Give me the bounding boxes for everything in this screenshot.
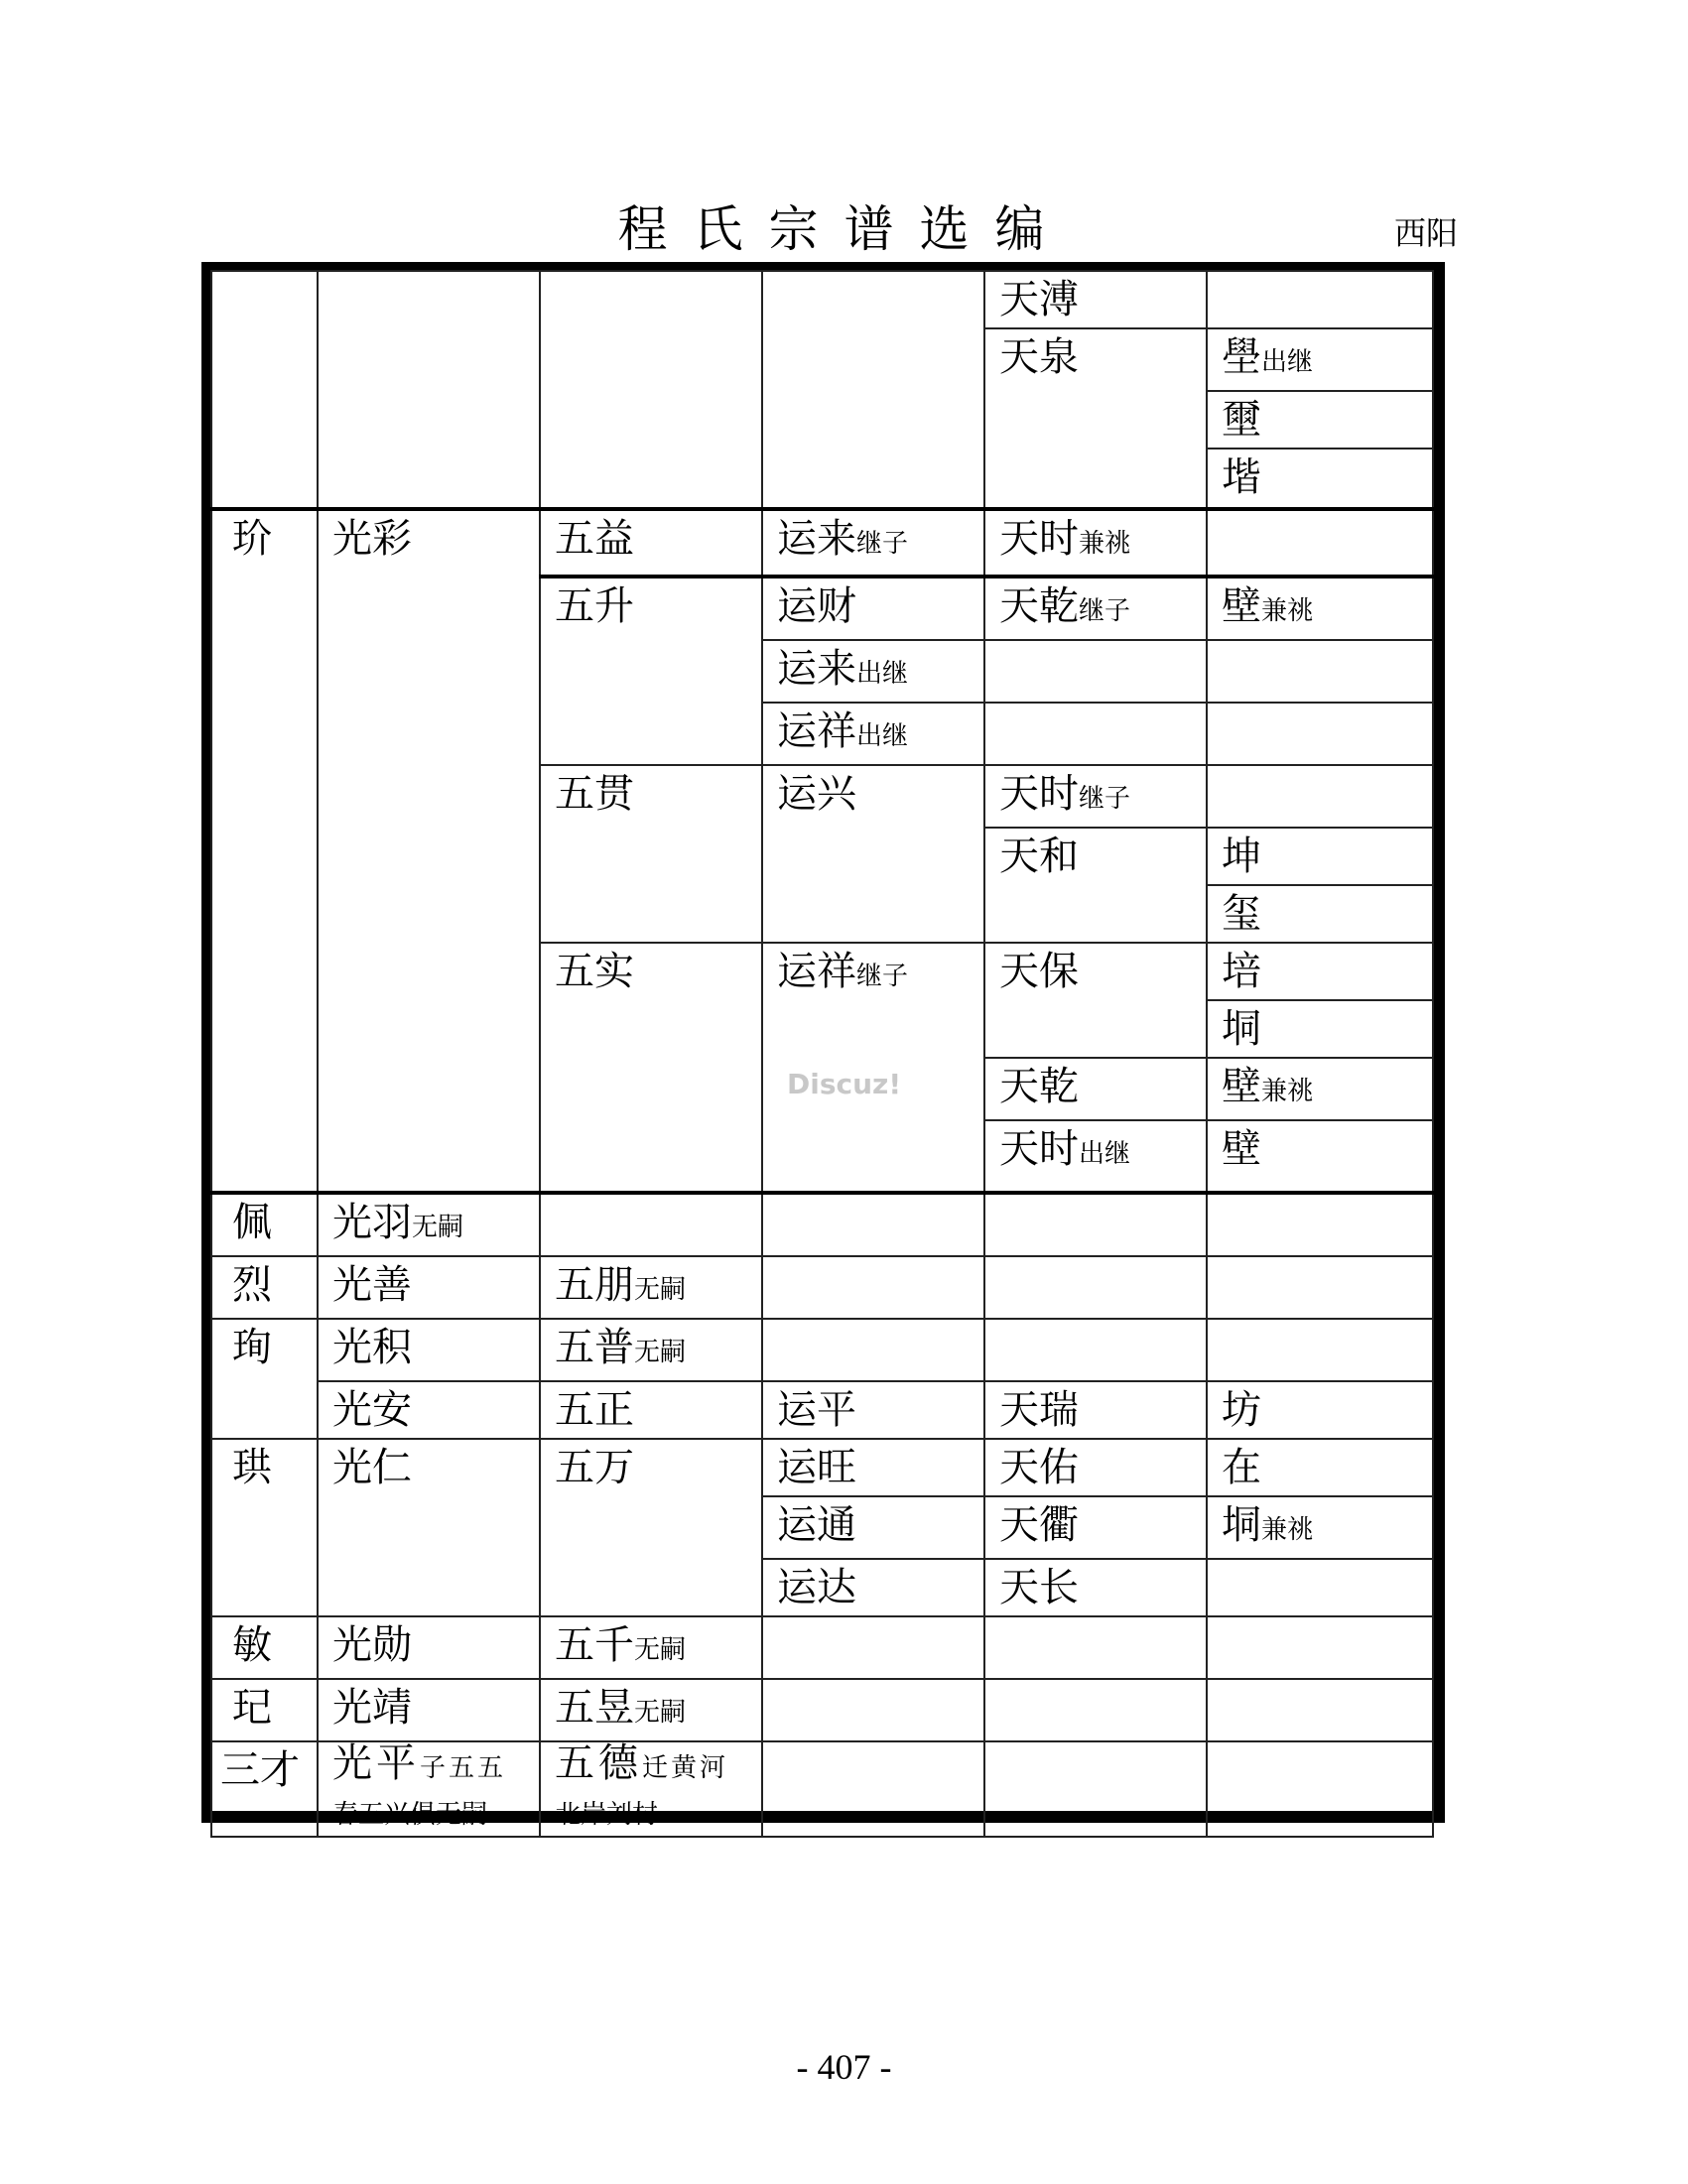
- cell: [318, 1193, 540, 1256]
- name-text: 运达: [777, 1565, 856, 1610]
- cell: [762, 1741, 984, 1837]
- name-text: 天乾: [999, 1064, 1079, 1109]
- cell: [984, 1319, 1207, 1381]
- cell: [1207, 828, 1433, 885]
- cell: [1207, 885, 1433, 943]
- cell: [1207, 1256, 1433, 1319]
- name-text: 天乾: [999, 583, 1079, 629]
- cell: [540, 943, 762, 1193]
- cell: [540, 1679, 762, 1741]
- cell: [1207, 391, 1433, 449]
- table-row: [211, 1679, 1433, 1741]
- name-text: 天长: [999, 1565, 1079, 1610]
- cell: [984, 1559, 1207, 1616]
- corner-label: 西阳: [1394, 214, 1459, 252]
- page-title: 程氏宗谱选编: [617, 200, 1071, 258]
- cell: [1207, 577, 1433, 640]
- cell: [1207, 1120, 1433, 1193]
- cell: [1207, 509, 1433, 577]
- name-text: 运平: [777, 1387, 856, 1433]
- cell: [984, 1679, 1207, 1741]
- cell: [1207, 1193, 1433, 1256]
- name-text: 三才: [220, 1747, 300, 1793]
- cell: [1207, 1439, 1433, 1496]
- name-text: 五实: [555, 949, 634, 994]
- cell: [1207, 703, 1433, 765]
- name-text: 堦: [1222, 454, 1261, 500]
- name-text: 天佑: [999, 1445, 1079, 1490]
- cell: [984, 1193, 1207, 1256]
- name-text: 五昱: [555, 1685, 634, 1731]
- cell: [984, 765, 1207, 828]
- name-text: 光安: [332, 1387, 412, 1433]
- name-text: 五千: [555, 1622, 634, 1668]
- name-text: 光善: [332, 1262, 412, 1308]
- page-number: - 407 -: [796, 2047, 892, 2087]
- cell: [984, 1616, 1207, 1679]
- name-text: 玘: [232, 1685, 272, 1731]
- cell: [762, 1256, 984, 1319]
- table-row: [211, 1616, 1433, 1679]
- cell: [540, 509, 762, 577]
- note-text: 子五五: [420, 1753, 507, 1783]
- cell: [984, 943, 1207, 1058]
- cell: [762, 765, 984, 943]
- note-text: 出继: [856, 659, 909, 689]
- name-text: 天时: [999, 516, 1079, 562]
- note-text: 出继: [1079, 1139, 1131, 1169]
- table-row: [211, 509, 1433, 577]
- name-text: 壐: [1222, 397, 1261, 443]
- cell: [318, 509, 540, 1193]
- cell: [1207, 1381, 1433, 1439]
- name-text: 运来: [777, 516, 856, 562]
- name-text: 烈: [232, 1262, 272, 1308]
- cell: [318, 1679, 540, 1741]
- cell: [762, 1496, 984, 1559]
- cell: [211, 1256, 318, 1319]
- table-row: [211, 1319, 1433, 1381]
- name-text: 玠: [232, 516, 272, 562]
- cell: [984, 1381, 1207, 1439]
- name-text: 五升: [555, 583, 634, 629]
- note-text: 出继: [856, 721, 909, 751]
- note-text: 春五兴俱无嗣: [332, 1800, 488, 1830]
- note-text: 无嗣: [412, 1213, 464, 1242]
- cell: [211, 1679, 318, 1741]
- cell: [211, 1741, 318, 1837]
- cell: [1207, 1000, 1433, 1058]
- note-text: 兼祧: [1261, 1515, 1314, 1545]
- cell: [318, 1616, 540, 1679]
- name-text: 五朋: [555, 1262, 634, 1308]
- table-row: [211, 271, 1433, 328]
- cell: [211, 1439, 318, 1616]
- name-text: 光靖: [332, 1685, 412, 1731]
- cell: [540, 271, 762, 509]
- name-text: 壆: [1222, 334, 1261, 380]
- name-text: 光彩: [332, 516, 412, 562]
- table-row: [211, 1381, 1433, 1439]
- note-text: 继子: [1079, 596, 1131, 626]
- cell: [984, 1741, 1207, 1837]
- name-text: 五益: [555, 516, 634, 562]
- note-text: 继子: [856, 962, 909, 991]
- cell: [984, 828, 1207, 943]
- cell: [318, 1381, 540, 1439]
- cell: [984, 1120, 1207, 1193]
- cell: [1207, 1741, 1433, 1837]
- name-text: 培: [1222, 949, 1261, 994]
- cell: [318, 1741, 540, 1837]
- name-text: 壁: [1222, 1126, 1261, 1172]
- note-text: 无嗣: [634, 1338, 687, 1367]
- cell: [318, 1319, 540, 1381]
- cell: [762, 1319, 984, 1381]
- cell: [1207, 449, 1433, 509]
- cell: [984, 271, 1207, 328]
- cell: [540, 1381, 762, 1439]
- cell: [1207, 1616, 1433, 1679]
- note-text: 无嗣: [634, 1698, 687, 1728]
- cell: [540, 765, 762, 943]
- cell: [318, 271, 540, 509]
- note-text: 继子: [1079, 784, 1131, 814]
- cell: [1207, 1319, 1433, 1381]
- cell: [540, 1256, 762, 1319]
- note-text: 北岸刘村: [555, 1800, 659, 1830]
- cell: [211, 271, 318, 509]
- name-text: 天时: [999, 1126, 1079, 1172]
- table-row: [211, 1193, 1433, 1256]
- cell: [318, 1256, 540, 1319]
- name-text: 光勋: [332, 1622, 412, 1668]
- name-text: 五德: [555, 1741, 642, 1786]
- cell: [1207, 328, 1433, 391]
- cell: [211, 1319, 318, 1439]
- cell: [762, 577, 984, 640]
- note-text: 无嗣: [634, 1635, 687, 1665]
- cell: [984, 640, 1207, 703]
- name-text: 佩: [232, 1200, 272, 1245]
- name-text: 垌: [1222, 1006, 1261, 1052]
- cell: [762, 1559, 984, 1616]
- name-text: 天泉: [999, 334, 1079, 380]
- cell: [540, 1741, 762, 1837]
- cell: [540, 1439, 762, 1616]
- cell: [1207, 1679, 1433, 1741]
- cell: [984, 1496, 1207, 1559]
- name-text: 运财: [777, 583, 856, 629]
- name-text: 五正: [555, 1387, 634, 1433]
- name-text: 天时: [999, 771, 1079, 817]
- name-text: 敏: [232, 1622, 272, 1668]
- name-text: 天保: [999, 949, 1079, 994]
- cell: [984, 1256, 1207, 1319]
- cell: [762, 509, 984, 577]
- cell: [1207, 640, 1433, 703]
- cell: [540, 577, 762, 765]
- name-text: 光仁: [332, 1445, 412, 1490]
- cell: [540, 1616, 762, 1679]
- cell: [211, 509, 318, 1193]
- cell: [318, 1439, 540, 1616]
- name-text: 天溥: [999, 277, 1079, 322]
- name-text: 运旺: [777, 1445, 856, 1490]
- name-text: 运来: [777, 646, 856, 692]
- cell: [984, 328, 1207, 509]
- cell: [1207, 765, 1433, 828]
- name-text: 运通: [777, 1502, 856, 1548]
- name-text: 坊: [1222, 1387, 1261, 1433]
- name-text: 运祥: [777, 949, 856, 994]
- cell: [762, 1616, 984, 1679]
- cell: [1207, 1058, 1433, 1120]
- name-text: 玺: [1222, 891, 1261, 937]
- cell: [762, 1679, 984, 1741]
- name-text: 五普: [555, 1325, 634, 1370]
- name-text: 在: [1222, 1445, 1261, 1490]
- genealogy-table: [210, 270, 1434, 1838]
- cell: [762, 703, 984, 765]
- note-text: 兼祧: [1079, 529, 1131, 559]
- note-text: 迁黄河: [642, 1753, 729, 1783]
- name-text: 五万: [555, 1445, 634, 1490]
- watermark: Discuz!: [787, 1068, 902, 1100]
- name-text: 五贯: [555, 771, 634, 817]
- name-text: 运祥: [777, 708, 856, 754]
- name-text: 珣: [232, 1325, 272, 1370]
- cell: [984, 509, 1207, 577]
- name-text: 壁: [1222, 1064, 1261, 1109]
- name-text: 光羽: [332, 1200, 412, 1245]
- cell: [984, 1058, 1207, 1120]
- cell: [762, 1439, 984, 1496]
- cell: [984, 703, 1207, 765]
- cell: [1207, 1496, 1433, 1559]
- note-text: 无嗣: [634, 1275, 687, 1305]
- note-text: 出继: [1261, 347, 1314, 377]
- name-text: 天瑞: [999, 1387, 1079, 1433]
- name-text: 光积: [332, 1325, 412, 1370]
- name-text: 壁: [1222, 583, 1261, 629]
- name-text: 垌: [1222, 1502, 1261, 1548]
- cell: [762, 640, 984, 703]
- table-row: [211, 1741, 1433, 1837]
- name-text: 天和: [999, 834, 1079, 879]
- note-text: 兼祧: [1261, 1077, 1314, 1106]
- cell: [762, 1193, 984, 1256]
- name-text: 坤: [1222, 834, 1261, 879]
- note-text: 继子: [856, 529, 909, 559]
- name-text: 运兴: [777, 771, 856, 817]
- name-text: 天衢: [999, 1502, 1079, 1548]
- cell: [762, 271, 984, 509]
- cell: [762, 1381, 984, 1439]
- cell: [984, 577, 1207, 640]
- cell: [540, 1319, 762, 1381]
- name-text: 珙: [232, 1445, 272, 1490]
- cell: [1207, 943, 1433, 1000]
- name-text: 光平: [332, 1741, 420, 1786]
- cell: [1207, 271, 1433, 328]
- table-row: [211, 1256, 1433, 1319]
- cell: [984, 1439, 1207, 1496]
- cell: [1207, 1559, 1433, 1616]
- table-row: [211, 1439, 1433, 1496]
- cell: [211, 1193, 318, 1256]
- note-text: 兼祧: [1261, 596, 1314, 626]
- cell: [211, 1616, 318, 1679]
- cell: [540, 1193, 762, 1256]
